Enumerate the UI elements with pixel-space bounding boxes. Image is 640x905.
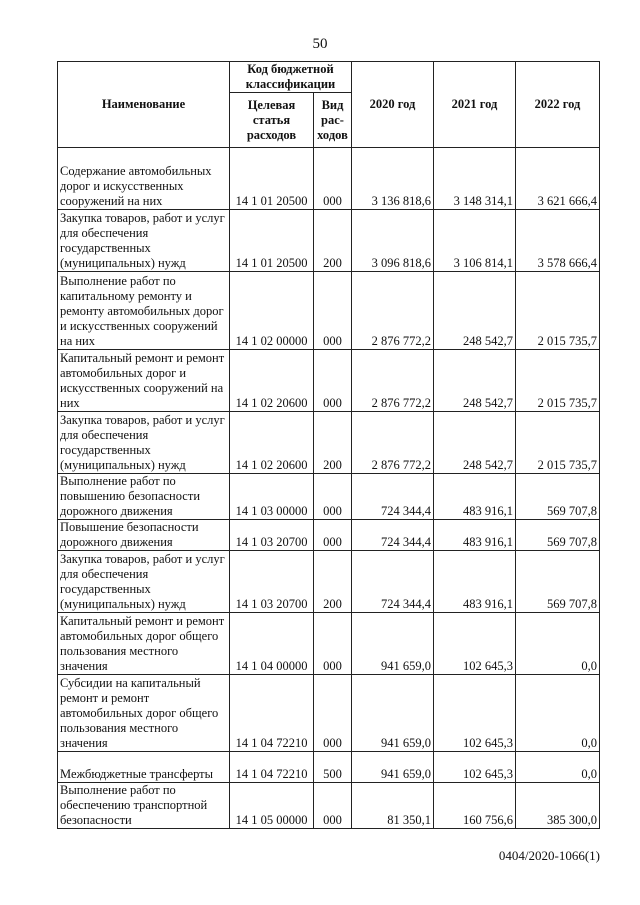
row-value-2022: 0,0 xyxy=(516,752,600,783)
table-row xyxy=(58,210,600,272)
row-value-2020: 3 136 818,6 xyxy=(352,148,434,210)
table-row xyxy=(58,148,600,210)
row-value-2022: 569 707,8 xyxy=(516,520,600,551)
row-name: Закупка товаров, работ и услуг для обеспечения государственных (муниципальных) нужд xyxy=(58,551,230,613)
row-value-2020: 724 344,4 xyxy=(352,474,434,520)
row-target-code: 14 1 01 20500 xyxy=(230,210,314,272)
row-value-2021: 483 916,1 xyxy=(434,474,516,520)
row-target-code: 14 1 03 20700 xyxy=(230,551,314,613)
row-target-code: 14 1 05 00000 xyxy=(230,783,314,829)
row-expense-type: 000 xyxy=(314,350,352,412)
row-name: Повышение безопасности дорожного движения xyxy=(58,520,230,551)
document-code: 0404/2020-1066(1) xyxy=(498,848,600,863)
row-expense-type: 000 xyxy=(314,520,352,551)
row-value-2021: 483 916,1 xyxy=(434,520,516,551)
row-value-2022: 385 300,0 xyxy=(516,783,600,829)
header-target: Целевая статья расходов xyxy=(230,93,314,148)
row-expense-type: 200 xyxy=(314,412,352,474)
table-row xyxy=(58,752,600,783)
table-row xyxy=(58,783,600,829)
row-target-code: 14 1 01 20500 xyxy=(230,148,314,210)
row-value-2022: 0,0 xyxy=(516,675,600,752)
row-value-2021: 248 542,7 xyxy=(434,272,516,350)
row-target-code: 14 1 02 20600 xyxy=(230,412,314,474)
row-expense-type: 500 xyxy=(314,752,352,783)
header-2021: 2021 год xyxy=(434,62,516,148)
row-expense-type: 000 xyxy=(314,613,352,675)
row-expense-type: 000 xyxy=(314,783,352,829)
row-value-2020: 2 876 772,2 xyxy=(352,272,434,350)
row-expense-type: 000 xyxy=(314,148,352,210)
table-row xyxy=(58,551,600,613)
header-name: Наименование xyxy=(58,62,230,148)
row-value-2021: 483 916,1 xyxy=(434,551,516,613)
row-name: Капитальный ремонт и ремонт автомобильных дорог общего пользования местного значения xyxy=(58,613,230,675)
row-target-code: 14 1 03 20700 xyxy=(230,520,314,551)
row-name: Субсидии на капитальный ремонт и ремонт автомобильных дорог общего пользования местного значения xyxy=(58,675,230,752)
row-expense-type: 000 xyxy=(314,675,352,752)
header-2022: 2022 год xyxy=(516,62,600,148)
row-value-2022: 2 015 735,7 xyxy=(516,272,600,350)
row-target-code: 14 1 02 00000 xyxy=(230,272,314,350)
row-value-2022: 569 707,8 xyxy=(516,551,600,613)
table-row xyxy=(58,613,600,675)
row-value-2022: 2 015 735,7 xyxy=(516,350,600,412)
row-name: Закупка товаров, работ и услуг для обеспечения государственных (муниципальных) нужд xyxy=(58,412,230,474)
header-type: Вид рас- ходов xyxy=(314,93,352,148)
row-name: Выполнение работ по обеспечению транспортной безопасности xyxy=(58,783,230,829)
header-code-group: Код бюджетной классификации xyxy=(230,62,352,93)
row-name: Межбюджетные трансферты xyxy=(58,752,230,783)
row-expense-type: 200 xyxy=(314,551,352,613)
row-value-2022: 0,0 xyxy=(516,613,600,675)
row-value-2020: 2 876 772,2 xyxy=(352,412,434,474)
row-value-2021: 248 542,7 xyxy=(434,350,516,412)
row-name: Выполнение работ по капитальному ремонту и ремонту автомобильных дорог и искусственных сооружений на них xyxy=(58,272,230,350)
row-name: Содержание автомобильных дорог и искусственных сооружений на них xyxy=(58,148,230,210)
row-value-2020: 724 344,4 xyxy=(352,551,434,613)
row-target-code: 14 1 04 72210 xyxy=(230,675,314,752)
table-row xyxy=(58,350,600,412)
row-value-2021: 102 645,3 xyxy=(434,675,516,752)
row-value-2021: 160 756,6 xyxy=(434,783,516,829)
row-expense-type: 200 xyxy=(314,210,352,272)
row-expense-type: 000 xyxy=(314,272,352,350)
row-target-code: 14 1 03 00000 xyxy=(230,474,314,520)
row-target-code: 14 1 04 72210 xyxy=(230,752,314,783)
table-row xyxy=(58,412,600,474)
row-target-code: 14 1 02 20600 xyxy=(230,350,314,412)
budget-body xyxy=(58,148,600,829)
table-row xyxy=(58,474,600,520)
row-value-2022: 3 578 666,4 xyxy=(516,210,600,272)
row-value-2020: 724 344,4 xyxy=(352,520,434,551)
row-value-2020: 941 659,0 xyxy=(352,675,434,752)
row-value-2020: 941 659,0 xyxy=(352,613,434,675)
row-name: Капитальный ремонт и ремонт автомобильных дорог и искусственных сооружений на них xyxy=(58,350,230,412)
row-value-2020: 2 876 772,2 xyxy=(352,350,434,412)
header-2020: 2020 год xyxy=(352,62,434,148)
row-value-2021: 102 645,3 xyxy=(434,752,516,783)
row-value-2020: 3 096 818,6 xyxy=(352,210,434,272)
row-name: Закупка товаров, работ и услуг для обеспечения государственных (муниципальных) нужд xyxy=(58,210,230,272)
row-value-2021: 3 106 814,1 xyxy=(434,210,516,272)
row-value-2020: 941 659,0 xyxy=(352,752,434,783)
row-value-2022: 3 621 666,4 xyxy=(516,148,600,210)
row-expense-type: 000 xyxy=(314,474,352,520)
page-number: 50 xyxy=(312,36,328,52)
table-row xyxy=(58,675,600,752)
row-value-2021: 248 542,7 xyxy=(434,412,516,474)
row-name: Выполнение работ по повышению безопасности дорожного движения xyxy=(58,474,230,520)
row-value-2020: 81 350,1 xyxy=(352,783,434,829)
row-target-code: 14 1 04 00000 xyxy=(230,613,314,675)
table-row xyxy=(58,520,600,551)
row-value-2022: 569 707,8 xyxy=(516,474,600,520)
budget-table xyxy=(57,61,600,829)
row-value-2022: 2 015 735,7 xyxy=(516,412,600,474)
table-row xyxy=(58,272,600,350)
row-value-2021: 3 148 314,1 xyxy=(434,148,516,210)
row-value-2021: 102 645,3 xyxy=(434,613,516,675)
